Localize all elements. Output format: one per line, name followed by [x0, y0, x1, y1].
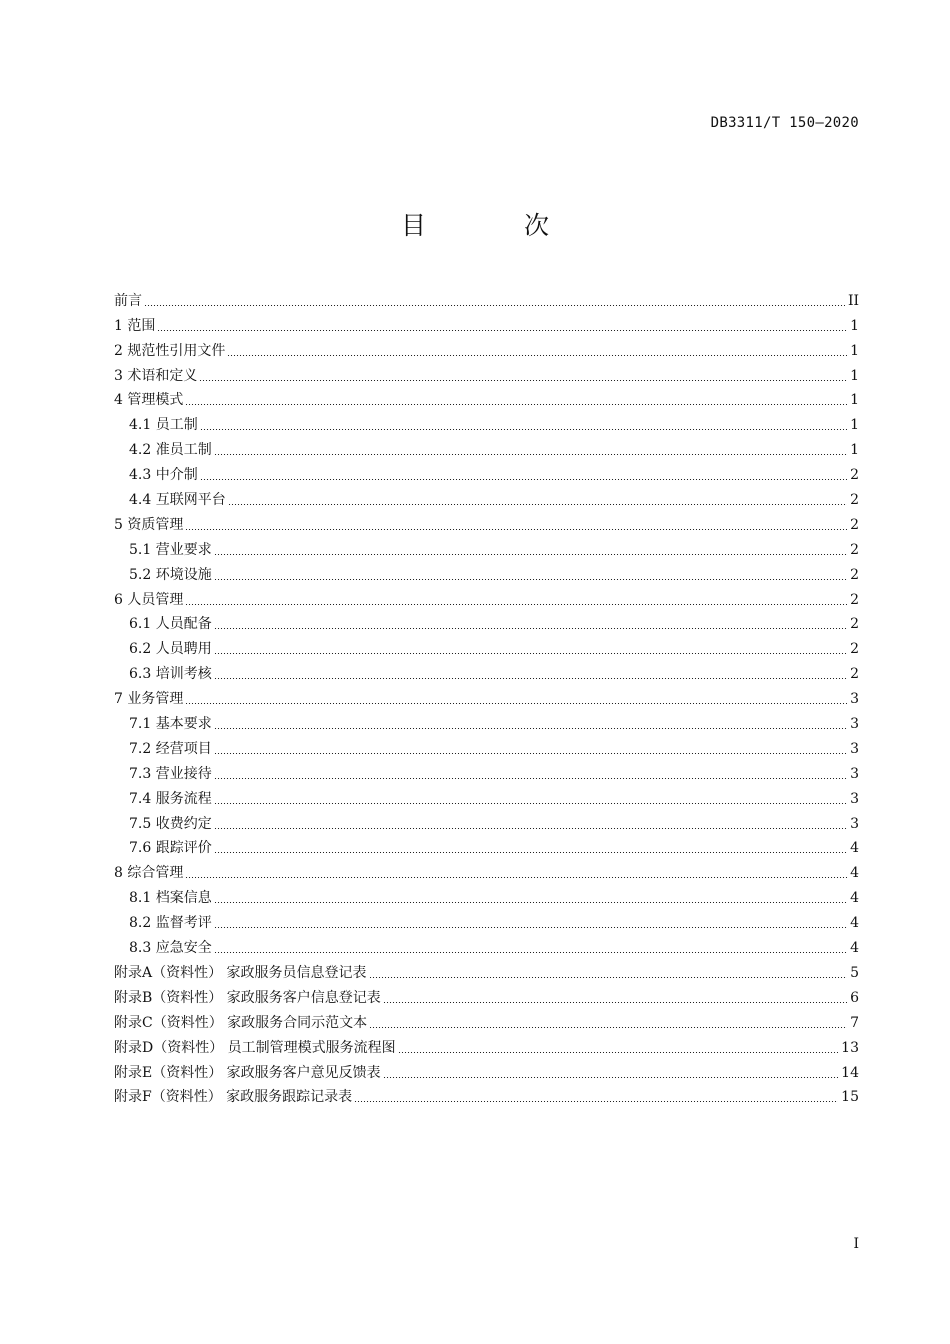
- toc-entry-page: 3: [850, 691, 859, 708]
- toc-entry-page: 3: [850, 740, 859, 757]
- toc-entry-page: 2: [850, 492, 859, 509]
- toc-entry[interactable]: [114, 559, 859, 584]
- toc-entry[interactable]: [114, 1057, 859, 1082]
- dot-leader: [214, 678, 847, 679]
- toc-entry[interactable]: [114, 434, 859, 459]
- toc-entry[interactable]: [114, 633, 859, 658]
- toc-entry-page: 1: [850, 442, 859, 459]
- dot-leader: [227, 355, 847, 356]
- toc-entry-label: 4.2 准员工制: [129, 442, 212, 459]
- toc-entry[interactable]: [114, 484, 859, 509]
- toc-entry-label: 附录A（资料性） 家政服务员信息登记表: [114, 964, 367, 981]
- dot-leader: [228, 504, 847, 505]
- toc-entry[interactable]: [114, 409, 859, 434]
- toc-entry-label: 8.1 档案信息: [129, 890, 212, 907]
- dot-leader: [369, 1027, 847, 1028]
- dot-leader: [369, 977, 848, 978]
- table-of-contents: [114, 285, 859, 1106]
- toc-entry-page: 15: [841, 1089, 859, 1106]
- dot-leader: [354, 1101, 838, 1102]
- toc-entry-page: 4: [850, 865, 859, 882]
- toc-entry[interactable]: [114, 683, 859, 708]
- dot-leader: [398, 1052, 838, 1053]
- toc-entry-label: 7.5 收费约定: [129, 815, 212, 832]
- toc-entry-label: 1 范围: [114, 317, 156, 334]
- toc-entry[interactable]: [114, 982, 859, 1007]
- toc-entry-label: 7 业务管理: [114, 691, 184, 708]
- toc-entry-page: 1: [850, 417, 859, 434]
- toc-entry[interactable]: [114, 882, 859, 907]
- toc-entry[interactable]: [114, 957, 859, 982]
- toc-entry-label: 4.1 员工制: [129, 417, 198, 434]
- toc-entry[interactable]: [114, 857, 859, 882]
- toc-entry[interactable]: [114, 285, 859, 310]
- toc-entry[interactable]: [114, 733, 859, 758]
- toc-entry-page: 4: [850, 840, 859, 857]
- toc-entry-page: 3: [850, 790, 859, 807]
- toc-entry-label: 附录E（资料性） 家政服务客户意见反馈表: [114, 1064, 381, 1081]
- toc-entry[interactable]: [114, 584, 859, 609]
- dot-leader: [214, 753, 847, 754]
- toc-entry-page: 13: [841, 1039, 859, 1056]
- dot-leader: [214, 653, 847, 654]
- toc-entry[interactable]: [114, 907, 859, 932]
- toc-entry-label: 8 综合管理: [114, 865, 184, 882]
- toc-entry[interactable]: [114, 360, 859, 385]
- toc-entry-page: 4: [850, 890, 859, 907]
- dot-leader: [214, 852, 847, 853]
- toc-entry-label: 4.3 中介制: [129, 467, 198, 484]
- toc-entry-label: 6.2 人员聘用: [129, 641, 212, 658]
- toc-entry[interactable]: [114, 609, 859, 634]
- toc-entry-label: 8.3 应急安全: [129, 940, 212, 957]
- dot-leader: [214, 902, 847, 903]
- toc-entry-page: 2: [850, 616, 859, 633]
- dot-leader: [185, 404, 847, 405]
- toc-entry[interactable]: [114, 658, 859, 683]
- toc-entry-page: 14: [841, 1064, 859, 1081]
- dot-leader: [214, 927, 847, 928]
- toc-entry-label: 5.1 营业要求: [129, 541, 212, 558]
- dot-leader: [214, 454, 847, 455]
- dot-leader: [214, 952, 847, 953]
- toc-entry-page: 2: [850, 516, 859, 533]
- dot-leader: [214, 803, 847, 804]
- toc-entry-page: 1: [850, 367, 859, 384]
- toc-entry-label: 附录F（资料性） 家政服务跟踪记录表: [114, 1089, 353, 1106]
- dot-leader: [383, 1002, 847, 1003]
- dot-leader: [199, 380, 847, 381]
- toc-entry-label: 6 人员管理: [114, 591, 184, 608]
- toc-entry-label: 6.1 人员配备: [129, 616, 212, 633]
- toc-entry-page: 1: [850, 317, 859, 334]
- toc-entry-page: 1: [850, 342, 859, 359]
- toc-entry[interactable]: [114, 459, 859, 484]
- toc-entry-label: 附录B（资料性） 家政服务客户信息登记表: [114, 989, 381, 1006]
- toc-entry[interactable]: [114, 534, 859, 559]
- toc-entry-label: 前言: [114, 292, 142, 309]
- toc-entry[interactable]: [114, 708, 859, 733]
- toc-entry-page: 7: [850, 1014, 859, 1031]
- toc-entry-label: 8.2 监督考评: [129, 915, 212, 932]
- toc-entry-page: 3: [850, 765, 859, 782]
- toc-entry-page: 3: [850, 815, 859, 832]
- dot-leader: [214, 778, 847, 779]
- toc-entry-page: 3: [850, 716, 859, 733]
- toc-entry-page: 2: [850, 566, 859, 583]
- page-number: I: [853, 1236, 859, 1252]
- toc-entry[interactable]: [114, 808, 859, 833]
- toc-entry-label: 4 管理模式: [114, 392, 184, 409]
- dot-leader: [185, 877, 847, 878]
- toc-entry-label: 7.2 经营项目: [129, 740, 212, 757]
- dot-leader: [200, 429, 847, 430]
- toc-entry[interactable]: [114, 1082, 859, 1107]
- toc-entry[interactable]: [114, 758, 859, 783]
- toc-entry-page: 6: [850, 989, 859, 1006]
- page-title: 目 次: [401, 211, 594, 240]
- toc-entry-label: 4.4 互联网平台: [129, 492, 226, 509]
- toc-entry-label: 2 规范性引用文件: [114, 342, 226, 359]
- dot-leader: [185, 529, 847, 530]
- toc-entry-label: 5 资质管理: [114, 516, 184, 533]
- toc-entry-label: 7.6 跟踪评价: [129, 840, 212, 857]
- toc-entry[interactable]: [114, 1032, 859, 1057]
- dot-leader: [214, 554, 847, 555]
- toc-entry[interactable]: [114, 783, 859, 808]
- toc-entry-label: 7.3 营业接待: [129, 765, 212, 782]
- dot-leader: [144, 305, 845, 306]
- dot-leader: [214, 579, 847, 580]
- dot-leader: [383, 1077, 839, 1078]
- toc-entry-label: 7.1 基本要求: [129, 716, 212, 733]
- toc-entry-page: 2: [850, 467, 859, 484]
- toc-entry[interactable]: [114, 833, 859, 858]
- toc-entry-page: 2: [850, 541, 859, 558]
- toc-entry-label: 3 术语和定义: [114, 367, 198, 384]
- toc-entry-label: 6.3 培训考核: [129, 666, 212, 683]
- dot-leader: [214, 628, 847, 629]
- toc-entry-page: 4: [850, 940, 859, 957]
- dot-leader: [185, 703, 847, 704]
- toc-entry-page: II: [847, 292, 859, 309]
- toc-entry[interactable]: [114, 509, 859, 534]
- dot-leader: [214, 728, 847, 729]
- dot-leader: [214, 828, 847, 829]
- document-code: DB3311/T 150—2020: [710, 115, 859, 131]
- toc-entry-page: 5: [850, 964, 859, 981]
- toc-entry-label: 7.4 服务流程: [129, 790, 212, 807]
- toc-entry[interactable]: [114, 335, 859, 360]
- toc-entry-page: 2: [850, 641, 859, 658]
- toc-entry-page: 1: [850, 392, 859, 409]
- toc-entry-page: 2: [850, 666, 859, 683]
- toc-entry[interactable]: [114, 310, 859, 335]
- toc-entry-page: 4: [850, 915, 859, 932]
- toc-entry-label: 附录D（资料性） 员工制管理模式服务流程图: [114, 1039, 396, 1056]
- toc-entry-label: 5.2 环境设施: [129, 566, 212, 583]
- dot-leader: [200, 479, 847, 480]
- toc-entry-page: 2: [850, 591, 859, 608]
- toc-entry[interactable]: [114, 385, 859, 410]
- toc-entry[interactable]: [114, 932, 859, 957]
- dot-leader: [157, 330, 847, 331]
- toc-entry[interactable]: [114, 1007, 859, 1032]
- toc-entry-label: 附录C（资料性） 家政服务合同示范文本: [114, 1014, 368, 1031]
- dot-leader: [185, 604, 847, 605]
